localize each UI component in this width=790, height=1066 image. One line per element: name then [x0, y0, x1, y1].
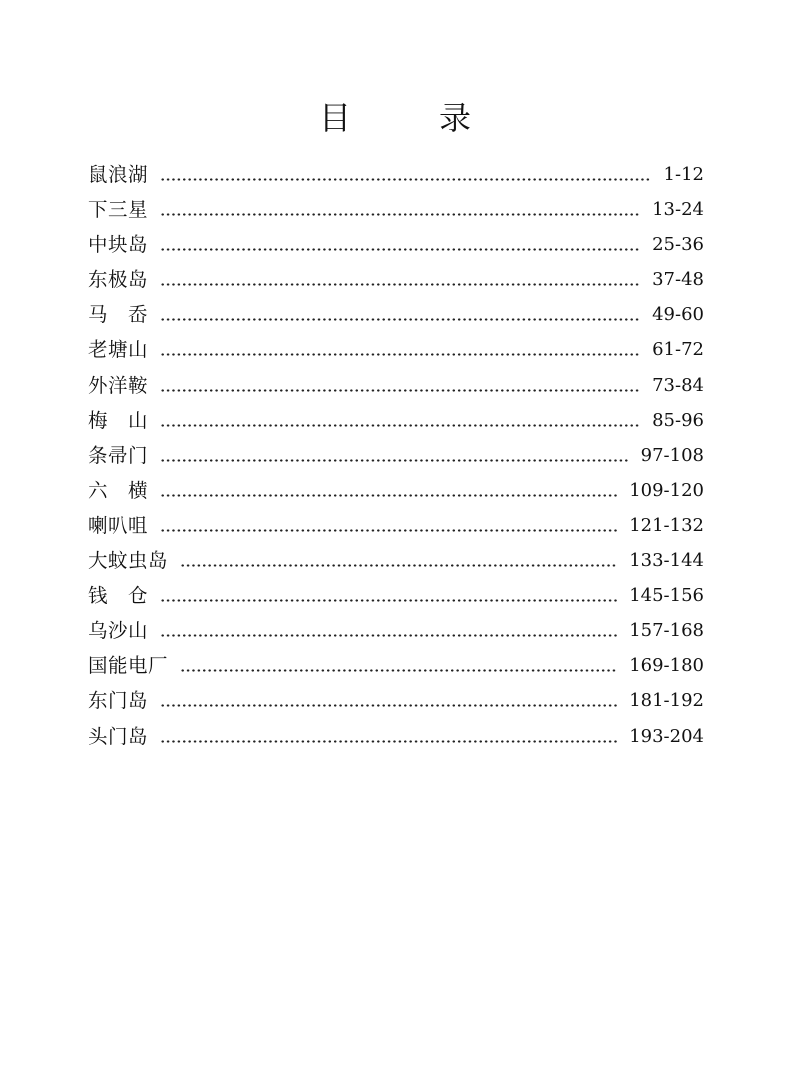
toc-entry[interactable] — [88, 648, 704, 683]
toc-entry-pages: 169-180 — [629, 655, 704, 677]
title-char-2: 录 — [439, 99, 472, 137]
toc-entry-name: 喇叭咀 — [88, 513, 149, 537]
toc-entry[interactable] — [88, 368, 704, 403]
toc-entry[interactable] — [88, 508, 704, 543]
dot-leader — [160, 634, 617, 637]
toc-entry-pages: 193-204 — [629, 725, 704, 747]
dot-leader — [160, 353, 640, 356]
toc-entry-pages: 1-12 — [663, 164, 704, 185]
title-char-1: 目 — [318, 99, 351, 137]
toc-entry[interactable] — [88, 719, 704, 754]
toc-entry[interactable] — [88, 438, 704, 473]
toc-entry-name: 梅 山 — [88, 408, 149, 432]
table-of-contents — [88, 157, 704, 754]
toc-entry[interactable] — [88, 473, 704, 508]
dot-leader — [160, 318, 640, 321]
dot-leader — [160, 283, 640, 286]
dot-leader — [180, 564, 617, 567]
toc-entry-name: 钱 仓 — [88, 584, 149, 608]
toc-entry-name: 东门岛 — [88, 689, 149, 713]
dot-leader — [160, 704, 617, 707]
toc-entry-pages: 157-168 — [629, 620, 704, 642]
toc-entry[interactable] — [88, 613, 704, 648]
toc-entry-name: 条帚门 — [88, 443, 149, 467]
toc-entry-pages: 73-84 — [652, 374, 704, 396]
toc-entry-name: 六 横 — [88, 478, 149, 502]
toc-entry-pages: 49-60 — [652, 304, 704, 326]
toc-entry-name: 马 岙 — [88, 303, 149, 327]
dot-leader — [160, 459, 629, 462]
dot-leader — [160, 740, 617, 743]
toc-entry-name: 下三星 — [88, 198, 149, 222]
toc-entry-name: 老塘山 — [88, 338, 149, 362]
toc-entry[interactable] — [88, 227, 704, 262]
toc-entry[interactable] — [88, 157, 704, 192]
page-title — [0, 96, 790, 140]
toc-entry-pages: 133-144 — [629, 550, 704, 572]
dot-leader — [180, 669, 617, 672]
toc-entry-name: 外洋鞍 — [88, 373, 149, 397]
toc-entry[interactable] — [88, 683, 704, 718]
toc-entry-name: 乌沙山 — [88, 619, 149, 643]
toc-entry-pages: 181-192 — [629, 690, 704, 712]
toc-entry-pages: 13-24 — [652, 199, 704, 221]
toc-entry-name: 中块岛 — [88, 233, 149, 257]
toc-entry-pages: 109-120 — [629, 479, 704, 501]
toc-entry-pages: 97-108 — [640, 444, 704, 466]
toc-entry[interactable] — [88, 262, 704, 297]
toc-entry[interactable] — [88, 403, 704, 438]
toc-entry-name: 鼠浪湖 — [88, 163, 149, 186]
dot-leader — [160, 248, 640, 251]
toc-entry-name: 东极岛 — [88, 268, 149, 292]
toc-entry-name: 大蚊虫岛 — [88, 549, 169, 573]
dot-leader — [160, 494, 617, 497]
toc-entry-pages: 145-156 — [629, 585, 704, 607]
toc-entry[interactable] — [88, 297, 704, 332]
toc-entry[interactable] — [88, 578, 704, 613]
toc-entry[interactable] — [88, 332, 704, 367]
dot-leader — [160, 424, 640, 427]
toc-entry-pages: 25-36 — [652, 234, 704, 256]
dot-leader — [160, 599, 617, 602]
toc-entry-name: 头门岛 — [88, 724, 149, 748]
toc-entry[interactable] — [88, 543, 704, 578]
dot-leader — [160, 213, 640, 216]
toc-entry-pages: 37-48 — [652, 269, 704, 291]
toc-entry-pages: 85-96 — [652, 409, 704, 431]
dot-leader — [160, 529, 617, 532]
toc-entry-pages: 121-132 — [629, 514, 704, 536]
dot-leader — [160, 178, 652, 181]
toc-entry-pages: 61-72 — [652, 339, 704, 361]
dot-leader — [160, 389, 640, 392]
toc-entry[interactable] — [88, 192, 704, 227]
toc-entry-name: 国能电厂 — [88, 654, 169, 678]
